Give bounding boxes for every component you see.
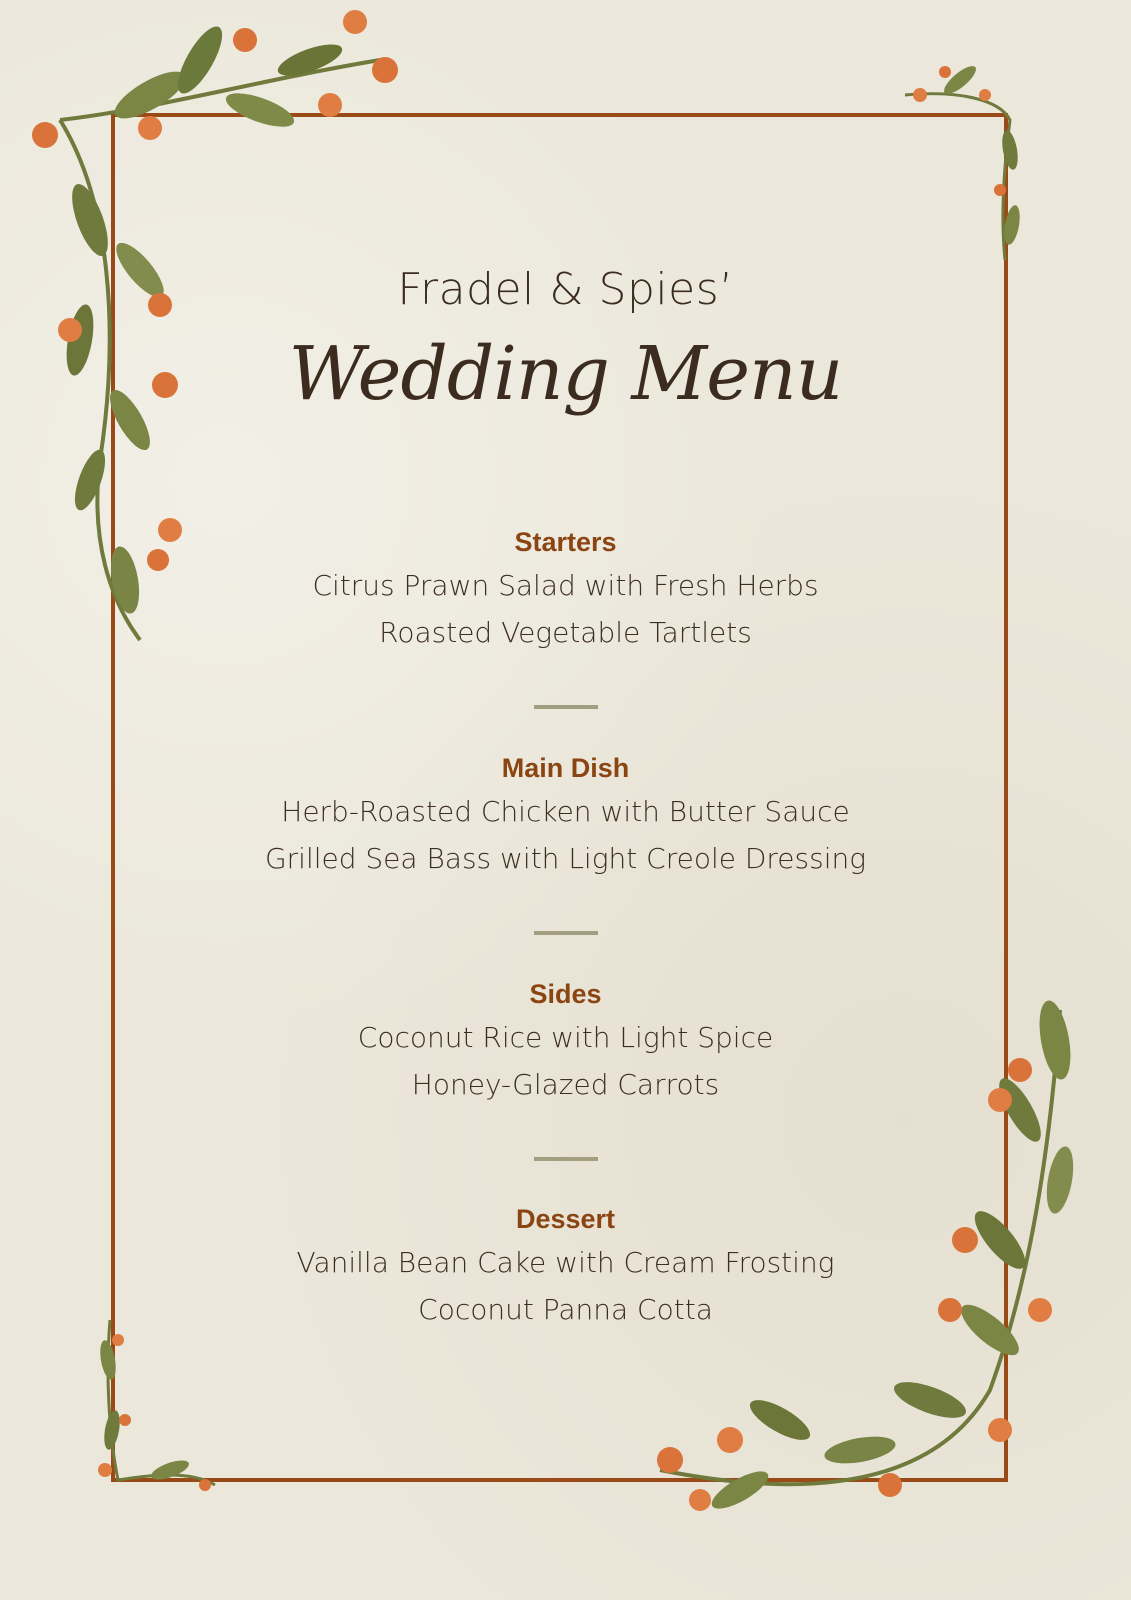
bottom-left-floral	[98, 1320, 215, 1491]
section-divider	[534, 931, 598, 935]
menu-item: Coconut Rice with Light Spice	[357, 1021, 774, 1054]
section-divider	[534, 1157, 598, 1161]
menu-item: Roasted Vegetable Tartlets	[379, 616, 752, 649]
couple-names: Fradel & Spies’	[397, 264, 734, 315]
menu-item: Citrus Prawn Salad with Fresh Herbs	[312, 569, 819, 602]
menu-item: Coconut Panna Cotta	[418, 1293, 713, 1326]
menu-title: Wedding Menu	[288, 331, 843, 417]
section-main-dish	[140, 748, 991, 882]
section-dessert	[140, 1199, 991, 1333]
section-heading: Main Dish	[501, 753, 630, 783]
menu-item: Honey-Glazed Carrots	[411, 1068, 720, 1101]
section-heading: Starters	[514, 527, 617, 557]
menu-item: Herb-Roasted Chicken with Butter Sauce	[281, 795, 850, 828]
section-heading: Dessert	[515, 1204, 616, 1234]
menu-item: Grilled Sea Bass with Light Creole Dressing	[264, 842, 867, 875]
section-starters	[140, 522, 991, 656]
section-heading: Sides	[529, 979, 602, 1009]
menu-content	[140, 258, 991, 1326]
top-right-floral	[905, 62, 1022, 260]
section-sides	[140, 974, 991, 1108]
section-divider	[534, 705, 598, 709]
menu-item: Vanilla Bean Cake with Cream Frosting	[296, 1246, 835, 1279]
